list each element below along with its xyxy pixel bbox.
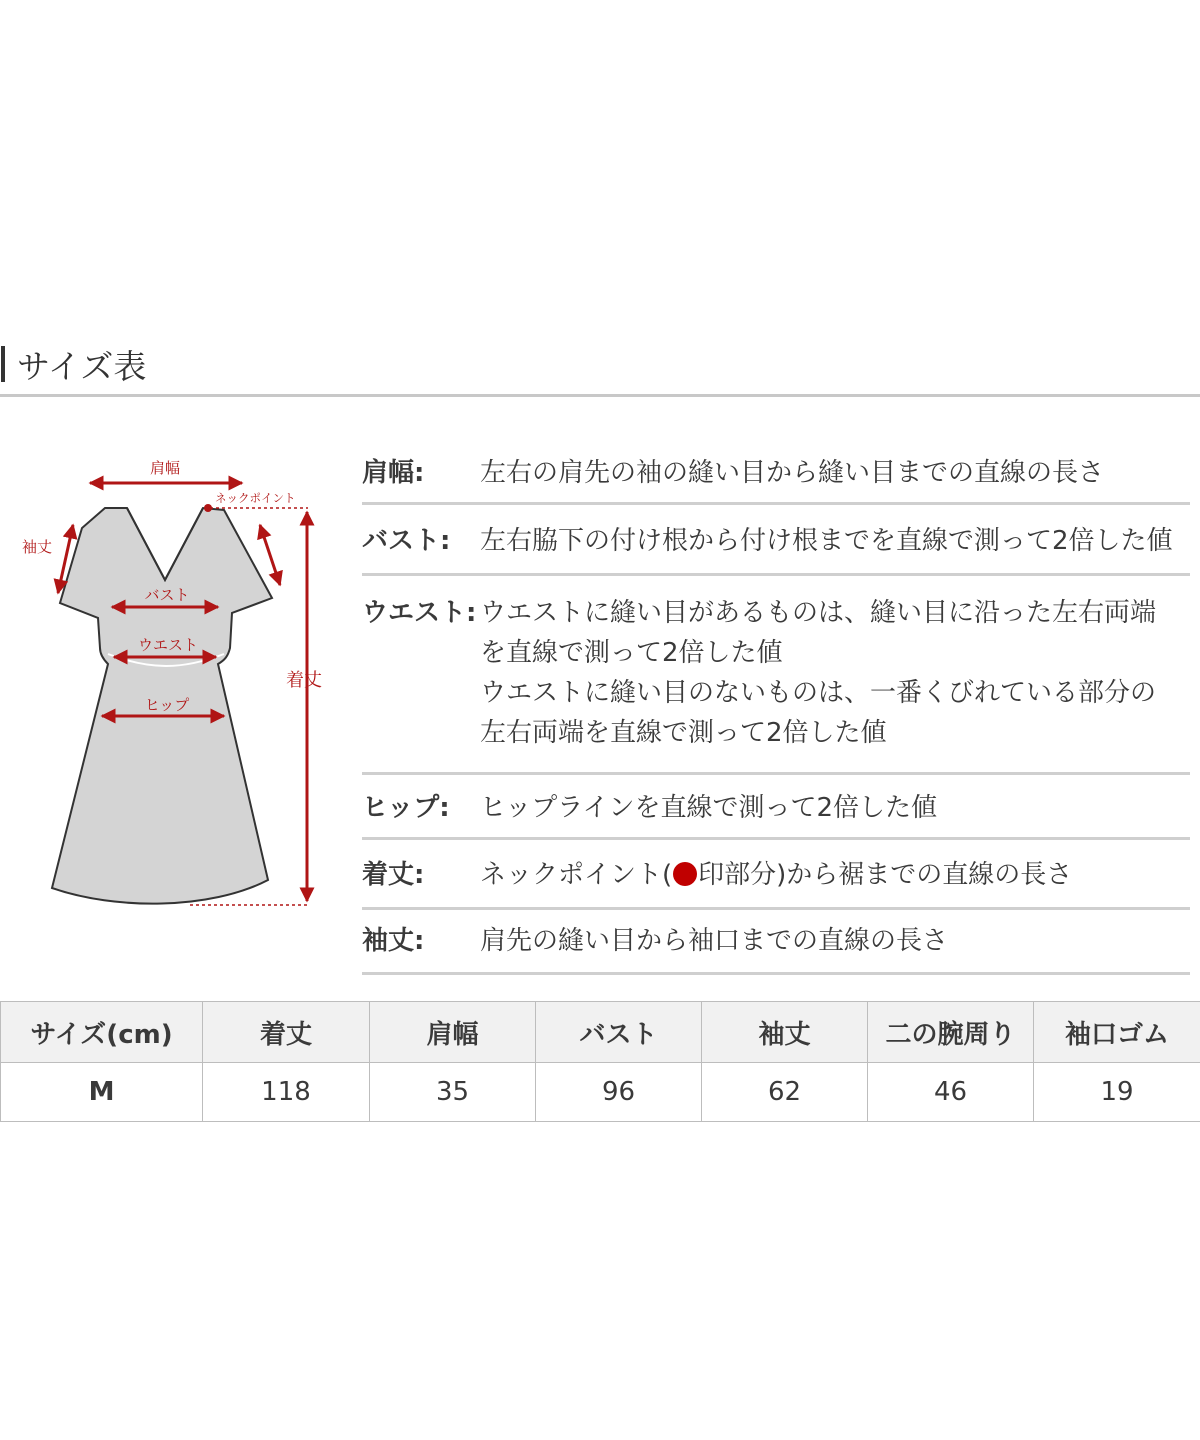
label-hip: ヒップ — [144, 696, 190, 714]
table-cell: 35 — [370, 1063, 536, 1122]
definition-line: 左右脇下の付け根から付け根までを直線で測って2倍した値 — [480, 526, 1173, 556]
page-title-text: サイズ表 — [17, 346, 147, 386]
definition-line — [480, 855, 1190, 895]
label-bust: バスト — [144, 586, 190, 604]
table-cell-size: M — [1, 1063, 203, 1122]
definition-text-part: ネックポイント( — [480, 860, 673, 890]
definition-bust — [362, 505, 1190, 576]
label-sleeve: 袖丈 — [22, 538, 53, 556]
definition-shoulder — [362, 440, 1190, 505]
column-header: 二の腕周り — [868, 1002, 1034, 1063]
definition-term: ヒップ: — [362, 793, 450, 823]
definition-waist — [362, 576, 1190, 775]
measurement-definitions — [362, 440, 1190, 975]
right-sleeve-arrow — [260, 525, 280, 585]
label-shoulder: 肩幅 — [149, 459, 181, 477]
definition-term: 肩幅: — [362, 458, 425, 488]
definition-description — [480, 440, 1190, 502]
definition-line: ヒップラインを直線で測って2倍した値 — [480, 793, 937, 823]
table-cell: 118 — [203, 1063, 370, 1122]
definition-text-part: 印部分)から裾までの直線の長さ — [698, 860, 1073, 890]
definition-description — [480, 576, 1190, 772]
definition-term: バスト: — [362, 526, 451, 556]
table-row — [1, 1063, 1200, 1122]
table-cell: 62 — [702, 1063, 868, 1122]
definition-description — [480, 505, 1190, 573]
title-accent-bar — [1, 346, 5, 382]
size-table — [0, 1001, 1200, 1122]
table-cell: 96 — [536, 1063, 702, 1122]
title-divider — [0, 394, 1200, 397]
column-header: 肩幅 — [370, 1002, 536, 1063]
column-header: 着丈 — [203, 1002, 370, 1063]
definition-length — [362, 840, 1190, 910]
label-neck-point: ネックポイント — [215, 491, 296, 505]
definition-description — [480, 775, 1190, 837]
page-title — [0, 336, 1200, 392]
table-cell: 46 — [868, 1063, 1034, 1122]
column-header: 袖丈 — [702, 1002, 868, 1063]
definition-line: 肩先の縫い目から袖口までの直線の長さ — [480, 926, 949, 956]
label-length: 着丈 — [286, 670, 322, 691]
definition-description — [480, 840, 1190, 907]
neck-point-dot — [204, 504, 212, 512]
column-header: サイズ(cm) — [1, 1002, 203, 1063]
definition-sleeve — [362, 910, 1190, 975]
column-header: 袖口ゴム — [1034, 1002, 1200, 1063]
definition-term: ウエスト: — [362, 598, 477, 628]
neck-point-marker-icon — [673, 862, 697, 886]
definition-line: 左右両端を直線で測って2倍した値 — [480, 718, 887, 748]
definition-term: 袖丈: — [362, 926, 425, 956]
definition-line: を直線で測って2倍した値 — [480, 638, 783, 668]
garment-diagram — [10, 448, 340, 918]
column-header: バスト — [536, 1002, 702, 1063]
table-cell: 19 — [1034, 1063, 1200, 1122]
definition-description — [480, 910, 1190, 972]
definition-line: ウエストに縫い目のないものは、一番くびれている部分の — [480, 678, 1157, 708]
definition-term: 着丈: — [362, 860, 425, 890]
definition-line: ウエストに縫い目があるものは、縫い目に沿った左右両端 — [480, 598, 1157, 628]
label-waist: ウエスト — [137, 636, 199, 654]
definition-line: 左右の肩先の袖の縫い目から縫い目までの直線の長さ — [480, 458, 1105, 488]
table-header-row — [1, 1002, 1200, 1063]
definition-hip — [362, 775, 1190, 840]
